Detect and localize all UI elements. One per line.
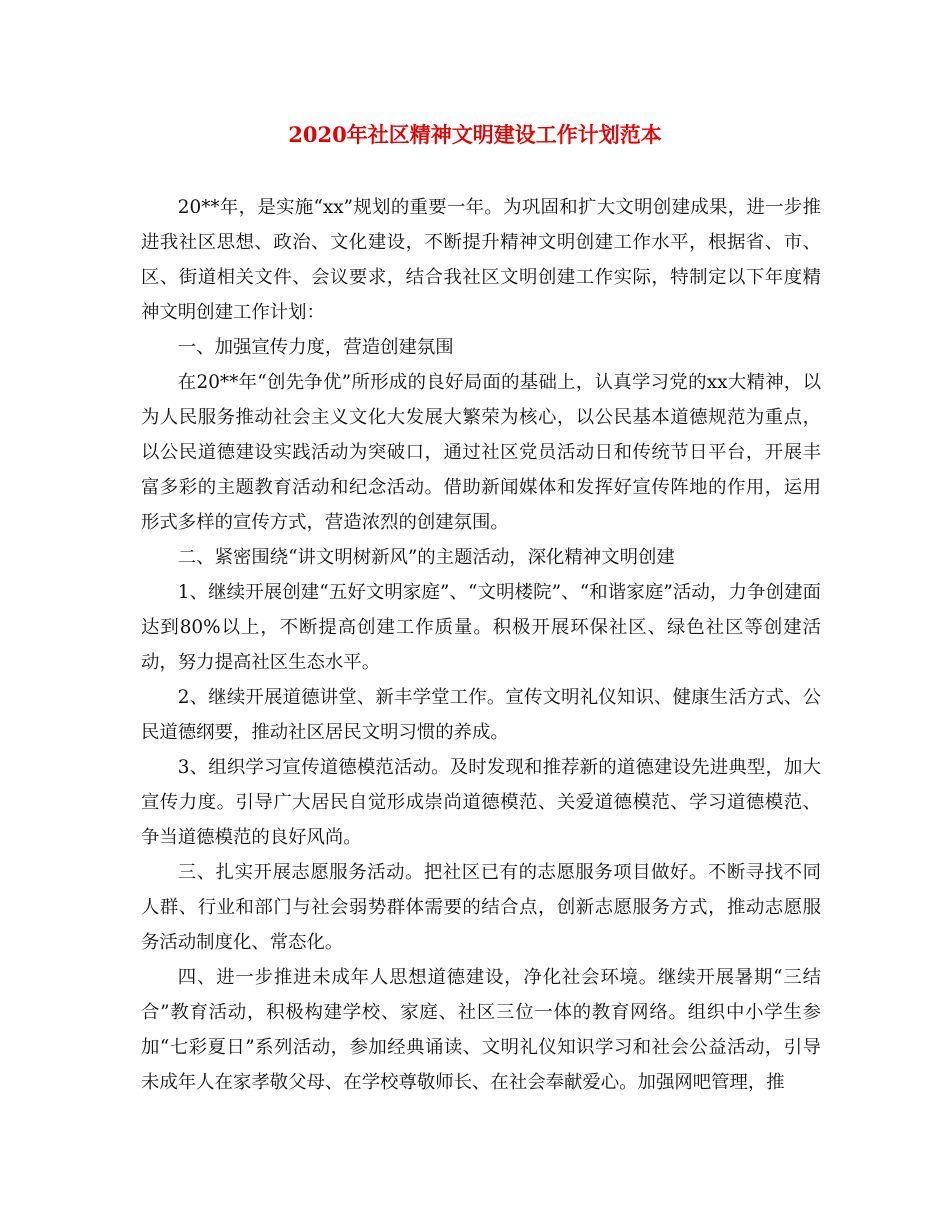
- section-4-paragraph: 四、进一步推进未成年人思想道德建设，净化社会环境。继续开展暑期“三结合”教育活动，积极构建学校、家庭、社区三位一体的教育网络。组织中小学生参加“七彩夏日”系列活动，参加经典诵读、文明礼仪知识学习和社会公益活动，引导未成年人在家孝敬父母、在学校尊敬师长、在社会奉献爱心。加强网吧管理，推: [141, 967, 821, 1093]
- intro-paragraph: 20**年，是实施“xx”规划的重要一年。为巩固和扩大文明创建成果，进一步推进我社区思想、政治、文化建设，不断提升精神文明创建工作水平，根据省、市、区、街道相关文件、会议要求，结合我社区文明创建工作实际，特制定以下年度精神文明创建工作计划：: [141, 197, 821, 323]
- section-2-item-3: 3、组织学习宣传道德模范活动。及时发现和推荐新的道德建设先进典型，加大宣传力度。引导广大居民自觉形成崇尚道德模范、关爱道德模范、学习道德模范、争当道德模范的良好风尚。: [141, 757, 821, 848]
- section-1-paragraph: 在20**年“创先争优”所形成的良好局面的基础上，认真学习党的xx大精神，以为人民服务推动社会主义文化大发展大繁荣为核心，以公民基本道德规范为重点，以公民道德建设实践活动为突破口，通过社区党员活动日和传统节日平台，开展丰富多彩的主题教育活动和纪念活动。借助新闻媒体和发挥好宣传阵地的作用，运用形式多样的宣传方式，营造浓烈的创建氛围。: [141, 372, 821, 533]
- section-heading-2: 二、紧密围绕“讲文明树新风”的主题活动，深化精神文明创建: [177, 547, 675, 568]
- section-heading-1: 一、加强宣传力度，营造创建氛围: [177, 337, 454, 358]
- document-title: 2020年社区精神文明建设工作计划范本: [288, 122, 662, 147]
- document-body: [141, 190, 821, 1100]
- section-3-paragraph: 三、扎实开展志愿服务活动。把社区已有的志愿服务项目做好。不断寻找不同人群、行业和部门与社会弱势群体需要的结合点，创新志愿服务方式，推动志愿服务活动制度化、常态化。: [141, 862, 821, 953]
- section-2-item-1: 1、继续开展创建“五好文明家庭”、“文明楼院”、“和谐家庭”活动，力争创建面达到80%以上，不断提高创建工作质量。积极开展环保社区、绿色社区等创建活动，努力提高社区生态水平。: [141, 582, 821, 673]
- section-2-item-2: 2、继续开展道德讲堂、新丰学堂工作。宣传文明礼仪知识、健康生活方式、公民道德纲要，推动社区居民文明习惯的养成。: [141, 687, 821, 743]
